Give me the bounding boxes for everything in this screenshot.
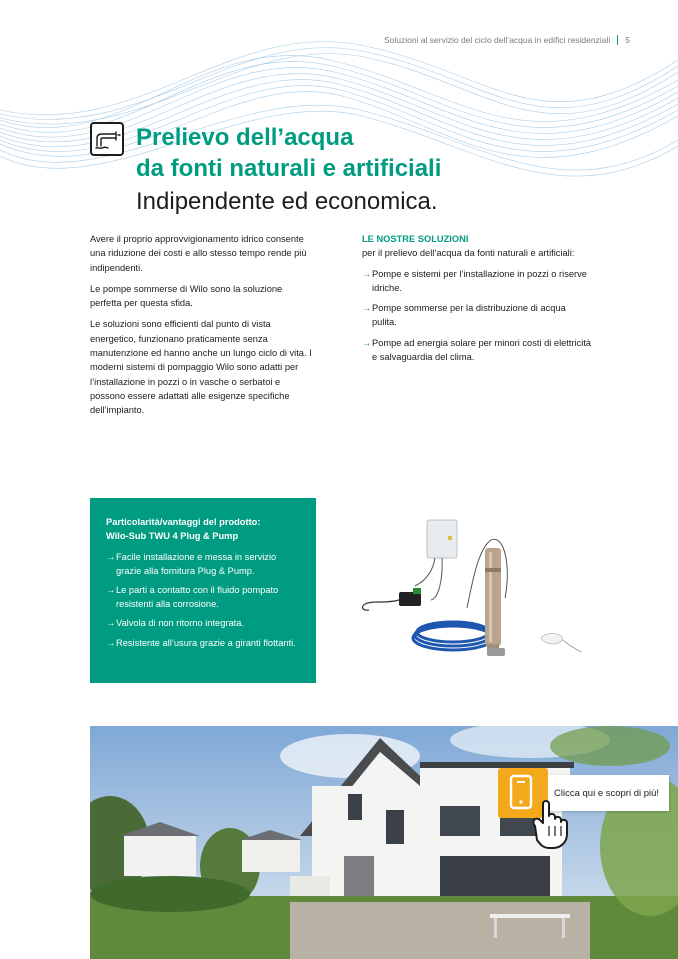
product-name: Wilo-Sub TWU 4 Plug & Pump: [106, 530, 239, 541]
features-list: [106, 551, 304, 650]
title-line-1: Prelievo dell’acqua: [136, 124, 354, 151]
paragraph: Le pompe sommerse di Wilo sono la soluzione perfetta per questa sfida.: [90, 283, 283, 309]
solutions-column: [362, 232, 592, 370]
arrow-right-icon: →: [362, 337, 372, 348]
list-item: → Pompe ad energia solare per minori costi di elettricità e salvaguardia del clima.: [362, 337, 592, 363]
solutions-list: [362, 267, 592, 365]
arrow-right-icon: →: [362, 268, 372, 279]
submersible-pump-product-image: [355, 508, 595, 673]
title-line-2: da fonti naturali e artificiali: [136, 155, 442, 182]
arrow-right-icon: →: [106, 585, 116, 595]
header-divider: [617, 35, 618, 45]
arrow-right-icon: →: [106, 552, 116, 562]
solutions-heading: LE NOSTRE SOLUZIONI: [362, 234, 469, 244]
page-title: [136, 122, 441, 220]
page-number: 5: [625, 35, 630, 45]
features-title: Particolarità/vantaggi del prodotto:: [106, 517, 261, 527]
water-pump-icon: [90, 122, 124, 156]
list-item: → Pompe e sistemi per l’installazione in pozzi o riserve idriche.: [362, 268, 587, 293]
list-item: → Facile installazione e messa in servizio grazie alla fornitura Plug & Pump.: [106, 552, 277, 576]
running-header-text: Soluzioni al servizio del ciclo dell’acqua in edifici residenziali: [383, 35, 611, 45]
list-item: → Valvola di non ritorno integrata.: [106, 617, 304, 631]
solutions-intro: per il prelievo dell’acqua da fonti naturali e artificiali:: [362, 248, 575, 259]
running-header: [384, 35, 630, 45]
arrow-right-icon: →: [362, 303, 372, 314]
hand-pointer-icon: [525, 796, 583, 852]
cta-label[interactable]: Clicca qui e scopri di più!: [548, 775, 669, 811]
intro-text-column: [90, 232, 312, 425]
list-item: → Le parti a contatto con il fluido pompato resistenti alla corrosione.: [106, 585, 279, 609]
title-line-3: Indipendente ed economica.: [136, 188, 438, 215]
product-features-box: [90, 498, 316, 683]
list-item: → Pompe sommerse per la distribuzione di acqua pulita.: [362, 303, 566, 328]
learn-more-cta[interactable]: [498, 768, 669, 818]
paragraph: Avere il proprio approvvigionamento idrico consente una riduzione dei costi e allo stesso tempo rende più indipendenti.: [90, 234, 307, 273]
paragraph: Le soluzioni sono efficienti dal punto di vista energetico, funzionano praticamente senza manutenzione ed hanno anche un lungo ciclo di vita. I moderni sistemi di pompaggio Wilo sono adatti per l’installazione in pozzi o in vasche o serbatoi e possono essere adattati alle esigenze specifiche dell’impianto.: [90, 319, 312, 416]
list-item: → Resistente all’usura grazie a giranti flottanti.: [106, 637, 304, 651]
arrow-right-icon: →: [106, 637, 116, 648]
residential-house-photo: [90, 726, 678, 959]
arrow-right-icon: →: [106, 618, 116, 628]
